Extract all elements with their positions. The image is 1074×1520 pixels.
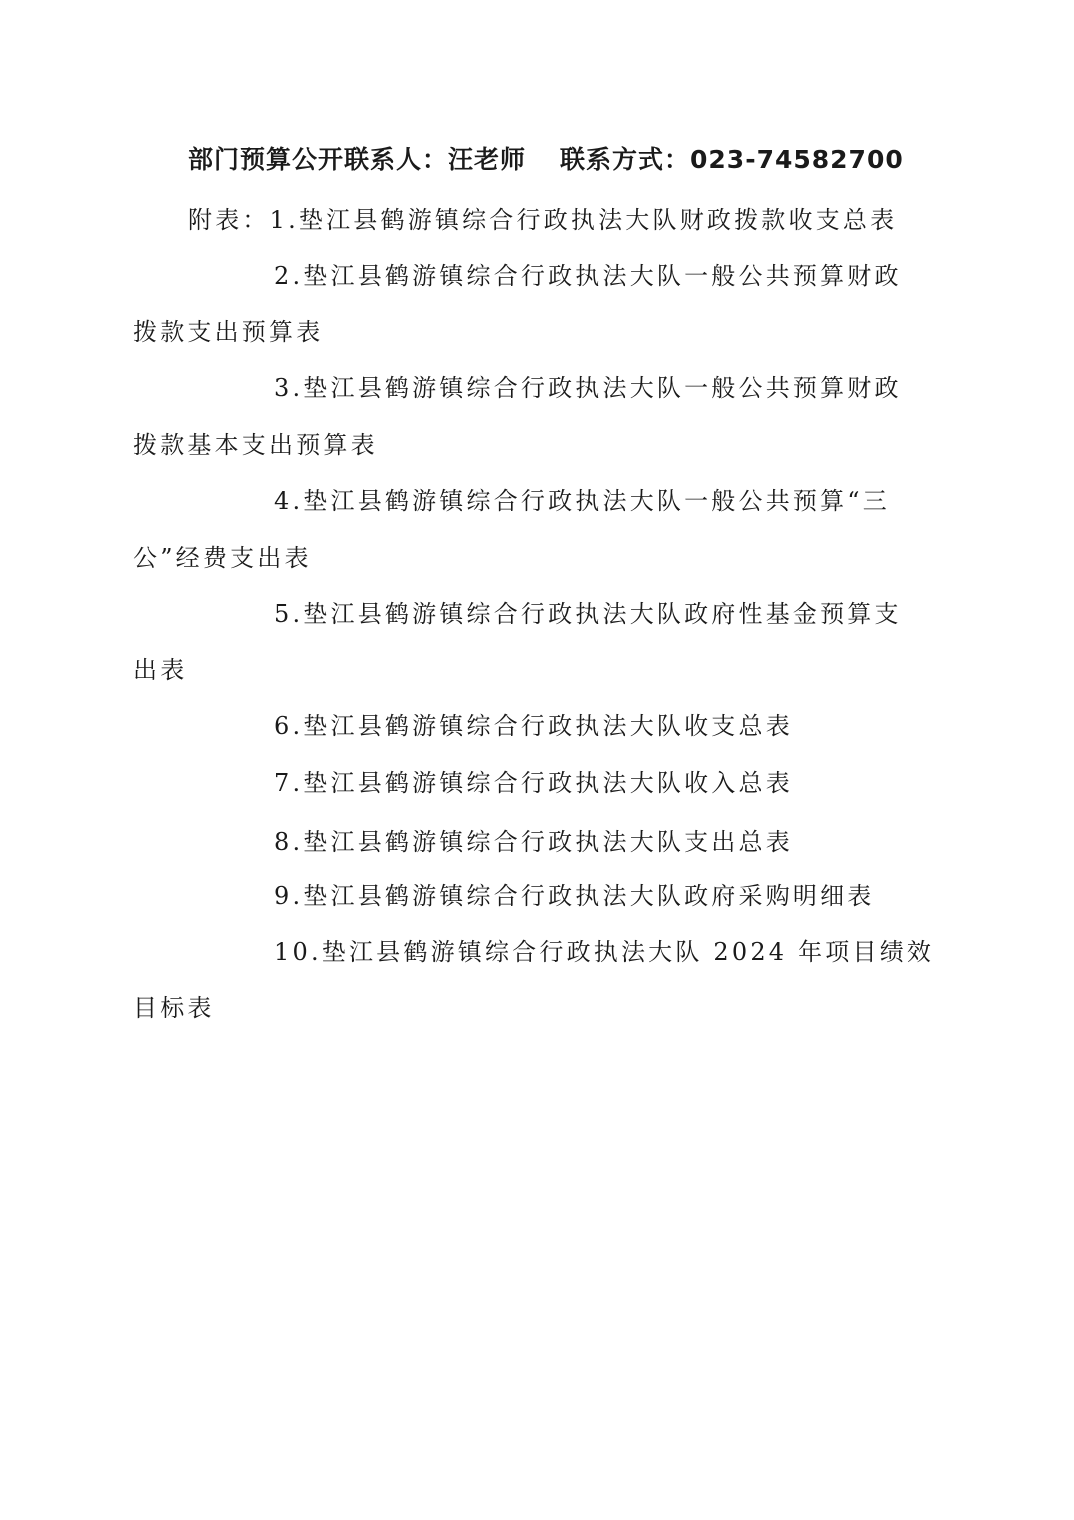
attachment-item-10-line2: 目标表 <box>133 994 215 1022</box>
attachment-item-7: 7.垫江县鹤游镇综合行政执法大队收入总表 <box>274 769 793 797</box>
attachment-item-1 <box>188 200 897 235</box>
attachment-item-6: 6.垫江县鹤游镇综合行政执法大队收支总表 <box>274 712 793 740</box>
attachment-item-2-line2: 拨款支出预算表 <box>133 318 324 346</box>
contact-method: 联系方式：023-74582700 <box>560 145 904 174</box>
attachment-item-4-line2: 公”经费支出表 <box>133 544 312 572</box>
attachment-item-8: 8.垫江县鹤游镇综合行政执法大队支出总表 <box>274 828 793 856</box>
contact-line <box>188 140 904 176</box>
attachment-item-4-line1: 4.垫江县鹤游镇综合行政执法大队一般公共预算“三 <box>274 487 890 515</box>
attachment-item-3-line1: 3.垫江县鹤游镇综合行政执法大队一般公共预算财政 <box>274 374 902 402</box>
attachment-item-5-line2: 出表 <box>133 656 188 684</box>
attachment-item-9: 9.垫江县鹤游镇综合行政执法大队政府采购明细表 <box>274 882 875 910</box>
attachment-item-2-line1: 2.垫江县鹤游镇综合行政执法大队一般公共预算财政 <box>274 262 902 290</box>
attachment-item-5-line1: 5.垫江县鹤游镇综合行政执法大队政府性基金预算支 <box>274 600 902 628</box>
attachment-prefix: 附表： <box>188 206 270 234</box>
attachment-item-1-text: 1.垫江县鹤游镇综合行政执法大队财政拨款收支总表 <box>269 206 898 234</box>
contact-person: 部门预算公开联系人：汪老师 <box>188 145 527 174</box>
attachment-item-10-line1: 10.垫江县鹤游镇综合行政执法大队 2024 年项目绩效 <box>274 938 935 966</box>
attachment-item-3-line2: 拨款基本支出预算表 <box>133 431 378 459</box>
